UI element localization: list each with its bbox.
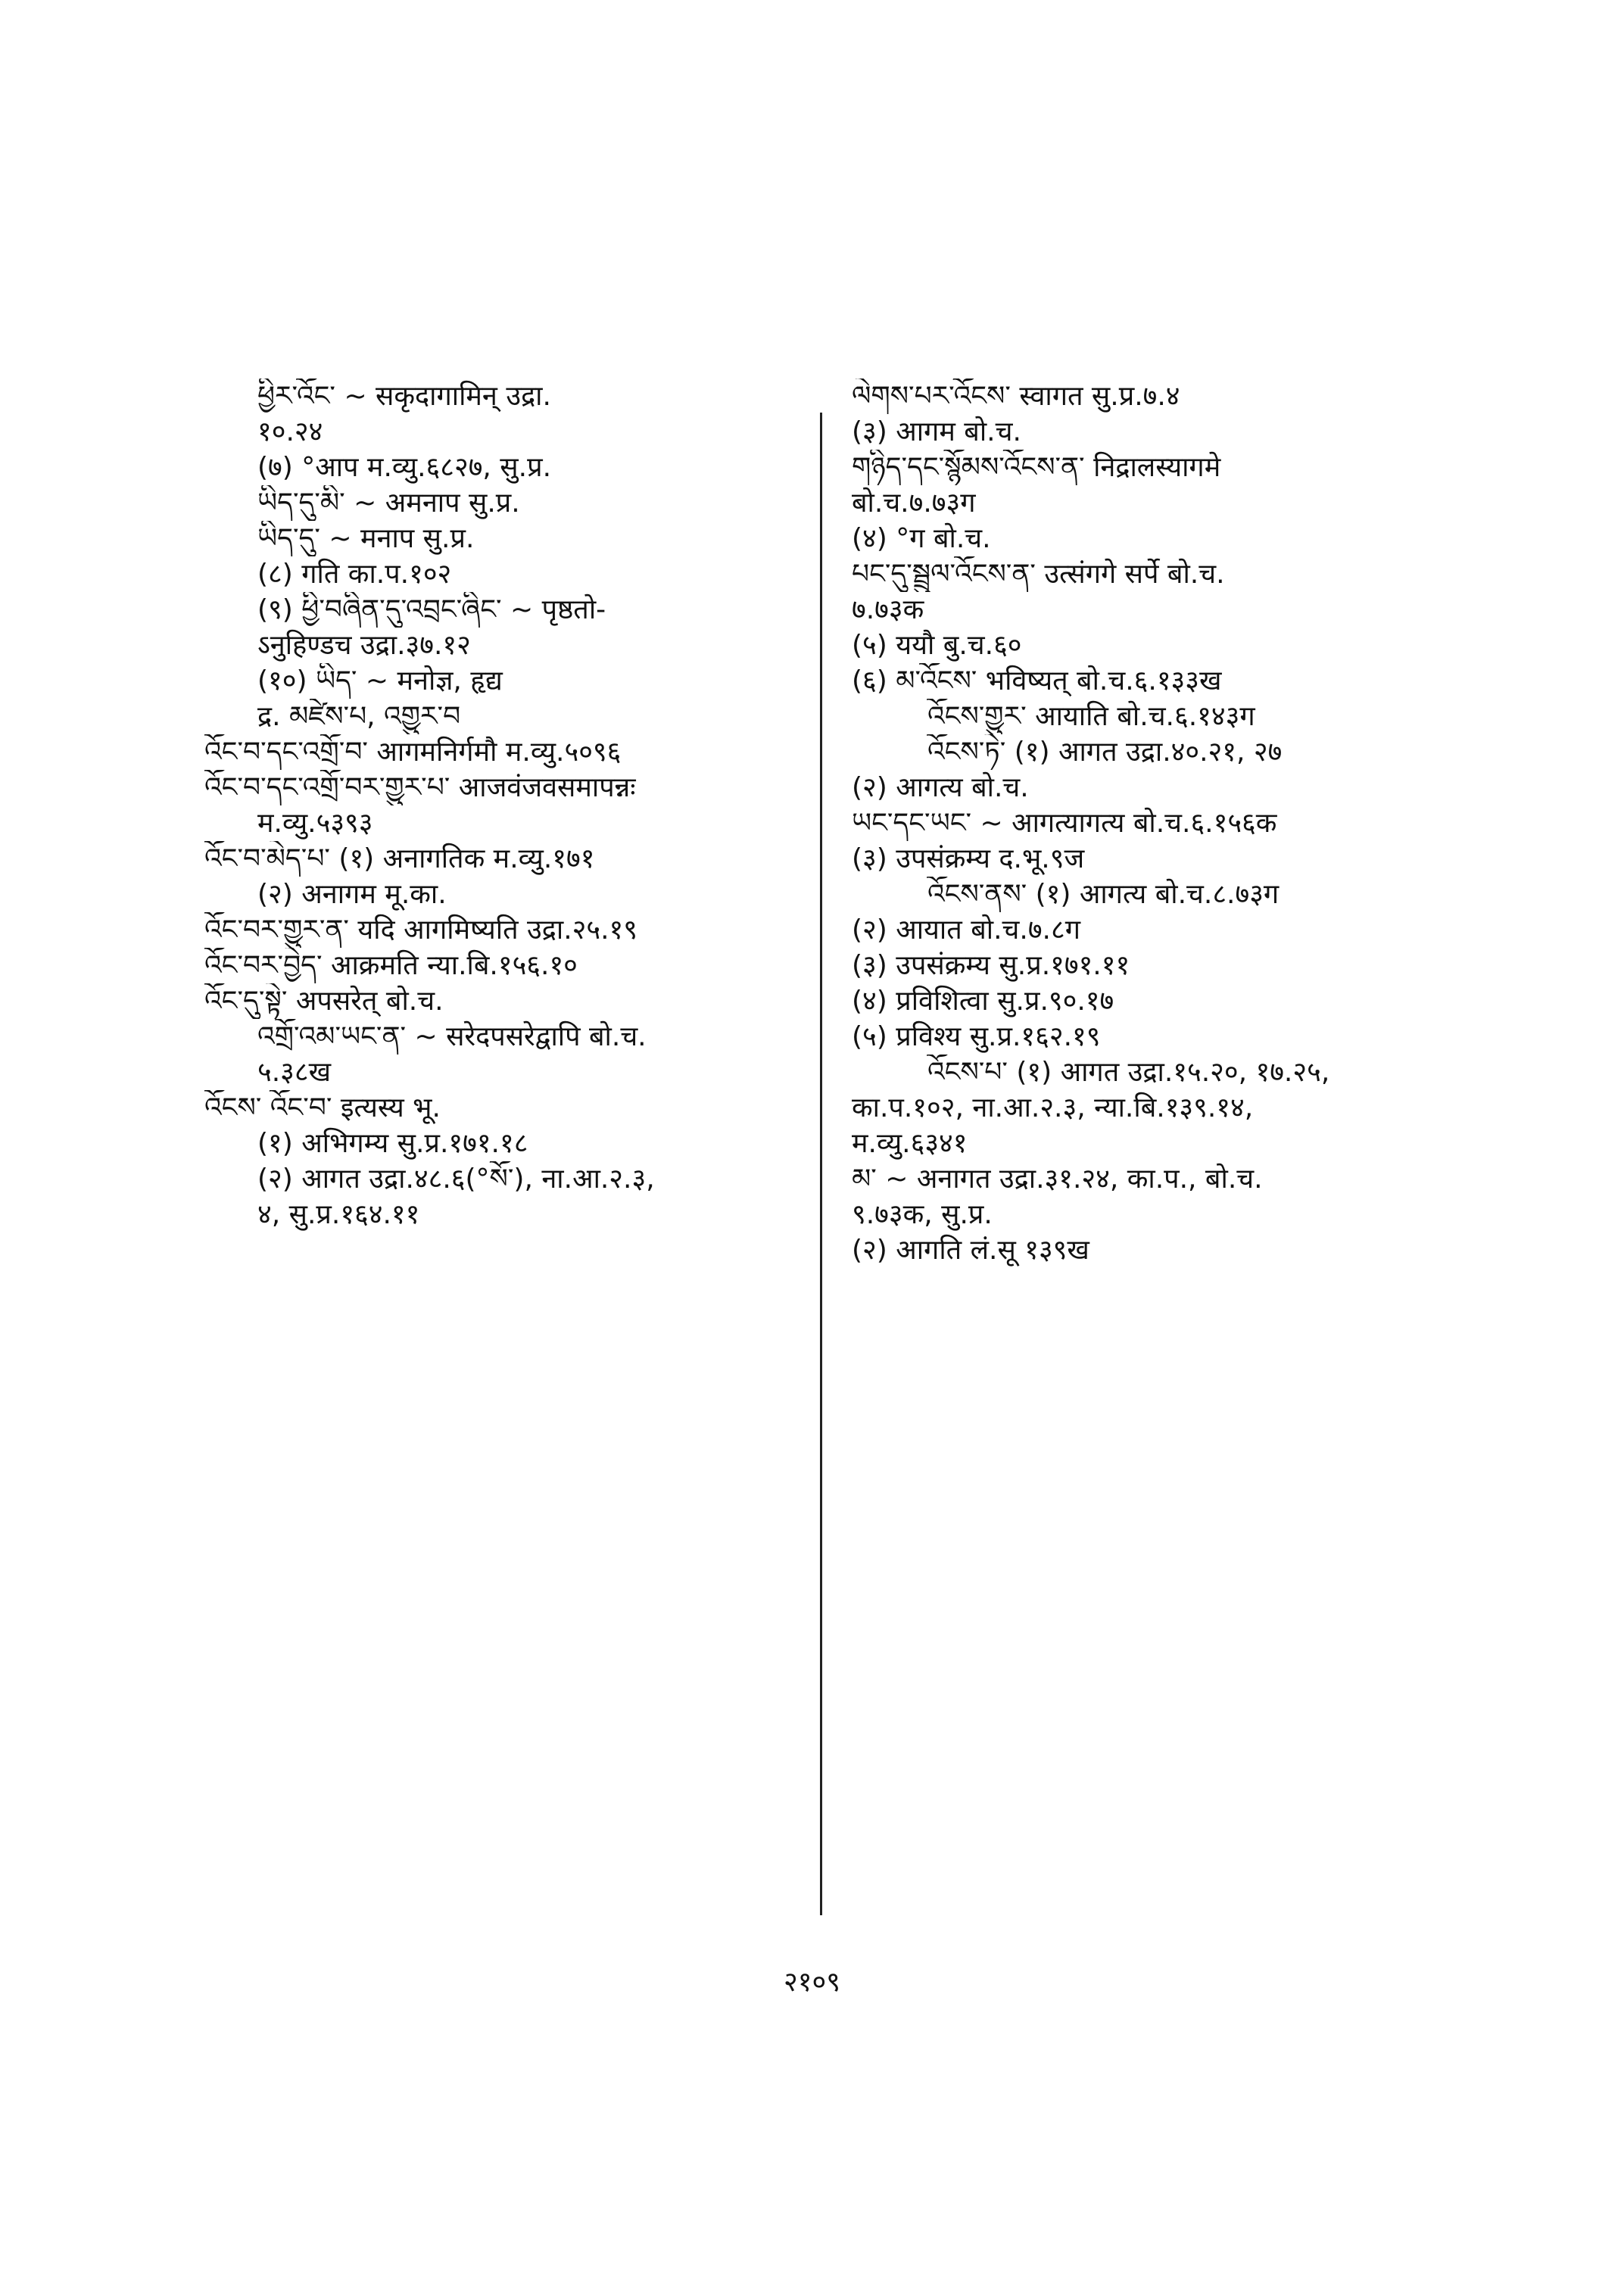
entry-line: ४, सु.प्र.१६४.११ <box>257 1199 420 1230</box>
entry-line: द्र. མཛེས་པ, འགྱུར་བ <box>257 701 461 732</box>
entry-line: (५) ययौ बु.च.६० <box>852 630 1022 661</box>
entry-line: འོང་བ་མེད་པ་ (१) अनागतिक म.व्यु.१७१ <box>204 843 595 874</box>
entry-line: འོང་བར་བྱེད་ आक्रमति न्या.बि.१५६.१० <box>204 950 578 981</box>
entry-line: का.प.१०२, ना.आ.२.३, न्या.बि.१३९.१४, <box>852 1092 1254 1123</box>
entry-line: (१) अभिगम्य सु.प्र.१७१.१८ <box>257 1128 528 1159</box>
entry-line: (९) ཕྱི་བཞིན་དུ་འབྲང་ཞིང་ ~ पृष्ठतो- <box>257 594 606 625</box>
entry-line: बो.च.७.७३ग <box>852 488 976 519</box>
entry-line: འོང་བ་དང་འགྲོ་བར་གྱུར་པ་ आजवंजवसमापन्नः <box>204 772 636 803</box>
entry-line: (२) अनागम मू.का. <box>257 879 447 910</box>
entry-line: ५.३८ख <box>257 1057 332 1088</box>
entry-line: འོངས་ནས་ (१) आगत्य बो.च.८.७३ग <box>927 879 1280 910</box>
entry-line: (५) प्रविश्य सु.प्र.१६२.१९ <box>852 1021 1101 1052</box>
page-number: २१०९ <box>784 1967 840 1998</box>
entry-line: म.व्यु.६३४१ <box>852 1128 968 1159</box>
entry-line: ऽनुहिण्डच उद्रा.३७.१२ <box>257 630 471 661</box>
entry-line: (२) आगत उद्रा.४८.६(°སོ་), ना.आ.२.३, <box>257 1164 655 1195</box>
entry-line: (३) उपसंक्रम्य सु.प्र.१७१.११ <box>852 950 1130 981</box>
entry-line: ཕྱིར་འོང་ ~ सकृदागामिन् उद्रा. <box>257 381 551 412</box>
entry-line: (४) प्रविशित्वा सु.प्र.९०.१७ <box>852 986 1114 1017</box>
entry-line: ९.७३क, सु.प्र. <box>852 1199 993 1230</box>
entry-line: म.व्यु.५३९३ <box>257 808 373 839</box>
entry-line: ཡིད་དུ་ ~ मनाप सु.प्र. <box>257 523 475 554</box>
entry-line: (४) °ग बो.च. <box>852 523 991 554</box>
entry-line: (७) °आप म.व्यु.६८२७, सु.प्र. <box>257 452 552 483</box>
entry-line: १०.२४ <box>257 416 323 447</box>
entry-line: ལེགས་པར་འོངས་ स्वागत सु.प्र.७.४ <box>852 381 1180 412</box>
entry-line: འོངས་པ་ (१) आगत उद्रा.१५.२०, १७.२५, <box>927 1057 1330 1088</box>
entry-line: མ་ ~ अनागत उद्रा.३१.२४, का.प., बो.च. <box>852 1164 1263 1195</box>
entry-line: ७.७३क <box>852 594 924 625</box>
right-column <box>852 379 1457 1268</box>
left-column <box>204 379 803 1232</box>
entry-line: འགྲོ་འམ་ཡང་ན་ ~ सरेदपसरेद्वापि बो.च. <box>257 1021 647 1052</box>
entry-line: (३) आगम बो.च. <box>852 416 1021 447</box>
entry-line: ཡིད་དུ་མི་ ~ अमनाप सु.प्र. <box>257 488 520 519</box>
entry-line: འོང་བར་གྱུར་ན་ यदि आगमिष्यति उद्रा.२५.१९ <box>204 914 637 946</box>
entry-line: འོངས་ཏེ་ (१) आगत उद्रा.४०.२१, २७ <box>927 737 1283 768</box>
entry-line: པང་དུ་སྦྲུལ་འོངས་ན་ उत्संगगे सर्पे बो.च. <box>852 559 1225 590</box>
entry-line: (८) गति का.प.१०२ <box>257 559 452 590</box>
entry-line: (१०) ཡིད་ ~ मनोज्ञ, हृद्य <box>257 665 503 696</box>
entry-line: ཡང་དང་ཡང་ ~ आगत्यागत्य बो.च.६.१५६क <box>852 808 1277 839</box>
entry-line: (३) उपसंक्रम्य द.भू.९ज <box>852 843 1085 874</box>
column-divider <box>820 413 822 1915</box>
entry-line: འོངས་ འོང་བ་ इत्यस्य भू. <box>204 1092 441 1123</box>
entry-line: (६) མ་འོངས་ भविष्यत् बो.च.६.१३३ख <box>852 665 1222 696</box>
entry-line: (२) आयात बो.च.७.८ग <box>852 914 1080 946</box>
entry-line: འོངས་གྱུར་ आयाति बो.च.६.१४३ग <box>927 701 1255 732</box>
entry-line: གཉིད་དང་སྙོམས་འོངས་ན་ निद्रालस्यागमे <box>852 452 1221 483</box>
entry-line: (२) आगत्य बो.च. <box>852 772 1029 803</box>
entry-line: འོང་དུ་སྟེ་ अपसरेत् बो.च. <box>204 986 444 1017</box>
entry-line: འོང་བ་དང་འགྲོ་བ་ आगमनिर्गमौ म.व्यु.५०९६ <box>204 737 622 768</box>
entry-line: (२) आगति लं.सू १३९ख <box>852 1235 1089 1266</box>
